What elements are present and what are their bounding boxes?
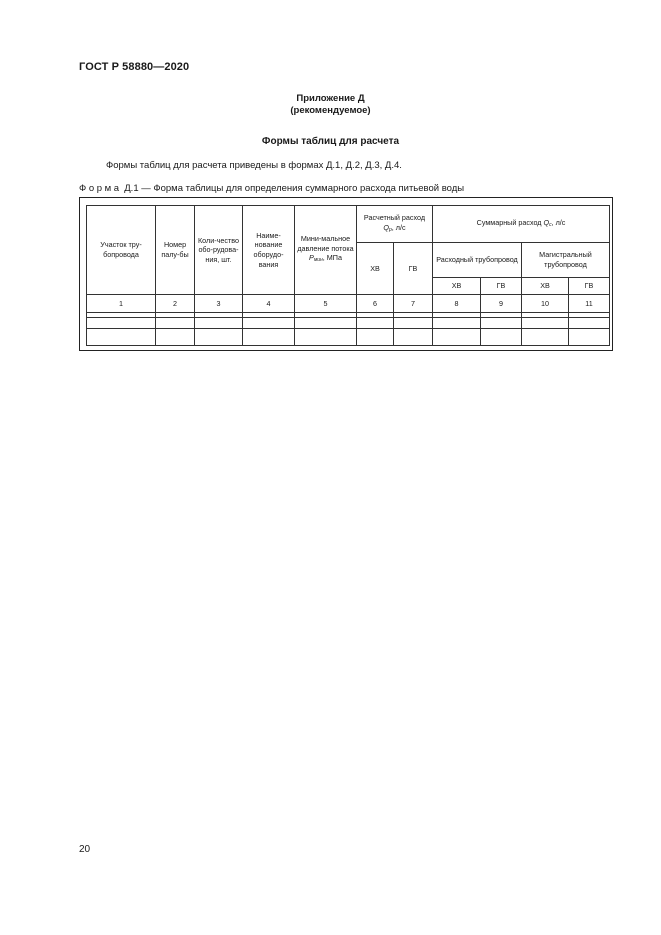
header-design-flow	[357, 206, 433, 243]
section-title: Формы таблиц для расчета	[261, 136, 400, 147]
table-cell	[87, 318, 156, 329]
header-min-pressure	[295, 206, 357, 295]
table-cell	[87, 329, 156, 346]
table-row	[87, 318, 610, 329]
total-flow-unit: , л/с	[551, 217, 566, 227]
header-distribution-cold: ХВ	[433, 278, 481, 295]
column-number-row	[87, 295, 610, 313]
document-code: ГОСТ Р 58880—2020	[79, 61, 190, 73]
table-cell	[295, 329, 357, 346]
table-cell	[481, 329, 522, 346]
table-cell	[481, 318, 522, 329]
pressure-symbol: P	[309, 253, 314, 263]
design-flow-symbol: Q	[383, 222, 390, 232]
table-cell	[569, 318, 610, 329]
min-pressure-label: Мини-мальное давление потока	[297, 234, 354, 253]
design-flow-unit: , л/с	[391, 222, 406, 232]
table-cell	[156, 318, 195, 329]
form-caption	[79, 183, 464, 194]
appendix-title: Приложение Д	[296, 93, 365, 104]
total-flow-symbol: Q	[543, 217, 550, 227]
calculation-table	[86, 205, 610, 346]
appendix-status: (рекомендуемое)	[290, 105, 371, 116]
appendix-heading	[0, 93, 661, 117]
table-cell	[156, 329, 195, 346]
table-cell	[243, 318, 295, 329]
intro-paragraph: Формы таблиц для расчета приведены в формах Д.1, Д.2, Д.3, Д.4.	[106, 160, 402, 171]
table-cell	[522, 318, 569, 329]
table-cell	[394, 318, 433, 329]
header-main-cold: ХВ	[522, 278, 569, 295]
column-number: 5	[295, 295, 357, 313]
pressure-subscript: мин	[313, 257, 323, 264]
design-flow-label: Расчетный расход	[363, 212, 426, 222]
column-number: 1	[87, 295, 156, 313]
form-label: Форма	[79, 183, 122, 194]
page-number: 20	[79, 844, 91, 855]
table-cell	[394, 329, 433, 346]
table-cell	[569, 329, 610, 346]
column-number: 3	[195, 295, 243, 313]
table-cell	[195, 329, 243, 346]
column-number: 2	[156, 295, 195, 313]
table-cell	[433, 329, 481, 346]
header-design-hot: ГВ	[394, 243, 433, 295]
header-total-flow	[433, 206, 610, 243]
header-design-cold: ХВ	[357, 243, 394, 295]
design-flow-subscript: р	[389, 226, 392, 233]
table-cell	[295, 318, 357, 329]
header-deck-number: Номер палу-бы	[156, 206, 195, 295]
header-pipe-section: Участок тру-бопровода	[87, 206, 156, 295]
form-caption-text: Д.1 — Форма таблицы для определения суммарного расхода питьевой воды	[121, 183, 465, 194]
column-number: 4	[243, 295, 295, 313]
header-main-pipe: Магистральный трубопровод	[522, 243, 610, 278]
table-cell	[357, 318, 394, 329]
pressure-unit: , МПа	[322, 253, 342, 263]
column-number: 7	[394, 295, 433, 313]
total-flow-subscript: с	[549, 221, 552, 228]
column-number: 10	[522, 295, 569, 313]
table-cell	[522, 329, 569, 346]
header-distribution-hot: ГВ	[481, 278, 522, 295]
table-cell	[433, 318, 481, 329]
header-equipment-name: Наиме-нование оборудо-вания	[243, 206, 295, 295]
header-main-hot: ГВ	[569, 278, 610, 295]
header-distribution-pipe: Расходный трубопровод	[433, 243, 522, 278]
table-cell	[357, 329, 394, 346]
table-frame	[79, 197, 613, 351]
column-number: 11	[569, 295, 610, 313]
total-flow-label: Суммарный расход	[476, 217, 544, 227]
column-number: 8	[433, 295, 481, 313]
column-number: 6	[357, 295, 394, 313]
header-equipment-count: Коли-чество обо-рудова-ния, шт.	[195, 206, 243, 295]
table-cell	[243, 329, 295, 346]
table-row	[87, 329, 610, 346]
column-number: 9	[481, 295, 522, 313]
table-cell	[195, 318, 243, 329]
